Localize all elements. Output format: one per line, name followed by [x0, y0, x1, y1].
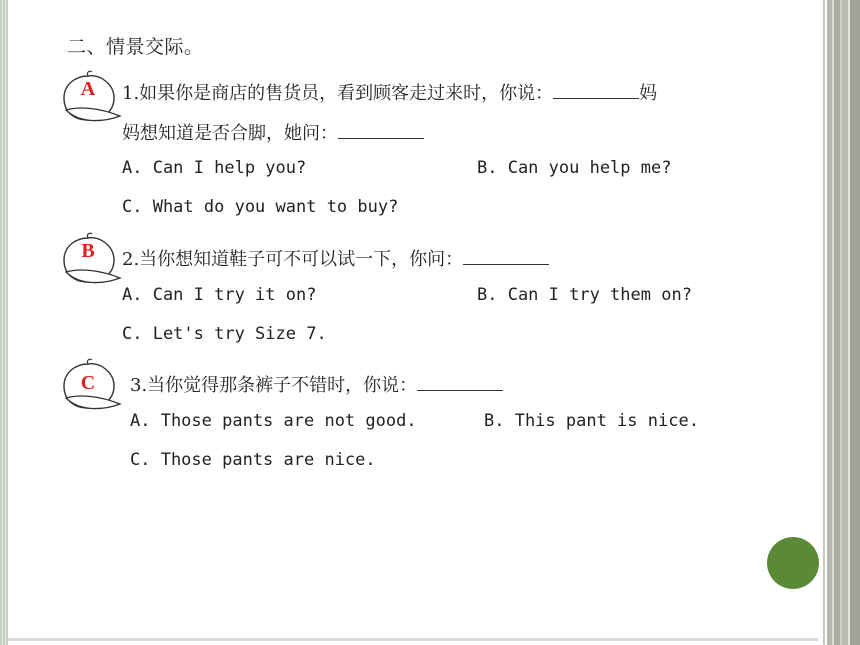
- bottom-divider: [8, 638, 818, 641]
- question-1-option-a: A. Can I help you?: [122, 158, 307, 178]
- question-1-option-b: B. Can you help me?: [477, 158, 672, 178]
- answer-letter-2: B: [81, 240, 95, 262]
- answer-badge-3: [60, 358, 122, 414]
- question-3-option-c: C. Those pants are nice.: [130, 450, 376, 470]
- question-3-prompt: 3.当你觉得那条裤子不错时，你说：: [130, 371, 503, 397]
- answer-letter-3: C: [80, 372, 96, 394]
- answer-blank: [463, 248, 549, 265]
- question-3-option-b: B. This pant is nice.: [484, 411, 699, 431]
- right-border-decoration: [818, 0, 860, 645]
- answer-badge-1: [60, 70, 122, 126]
- question-2-prompt: 2.当你想知道鞋子可不可以试一下，你问：: [122, 245, 549, 271]
- section-heading: 二、情景交际。: [67, 36, 204, 58]
- question-1-prompt-line2: 妈想知道是否合脚，她问：: [122, 119, 424, 145]
- answer-badge-2: [60, 232, 122, 288]
- question-1-prompt-line1: 1.如果你是商店的售货员，看到顾客走过来时，你说： 妈: [122, 83, 658, 104]
- question-1-option-c: C. What do you want to buy?: [122, 197, 399, 217]
- answer-blank: [417, 374, 503, 391]
- left-border-decoration: [0, 0, 8, 645]
- answer-blank: [338, 122, 424, 139]
- question-2-option-b: B. Can I try them on?: [477, 285, 692, 305]
- green-circle-decoration: [767, 537, 819, 589]
- answer-blank: [553, 82, 639, 99]
- question-3-option-a: A. Those pants are not good.: [130, 411, 417, 431]
- question-2-option-c: C. Let's try Size 7.: [122, 324, 327, 344]
- answer-letter-1: A: [80, 78, 96, 100]
- question-2-option-a: A. Can I try it on?: [122, 285, 317, 305]
